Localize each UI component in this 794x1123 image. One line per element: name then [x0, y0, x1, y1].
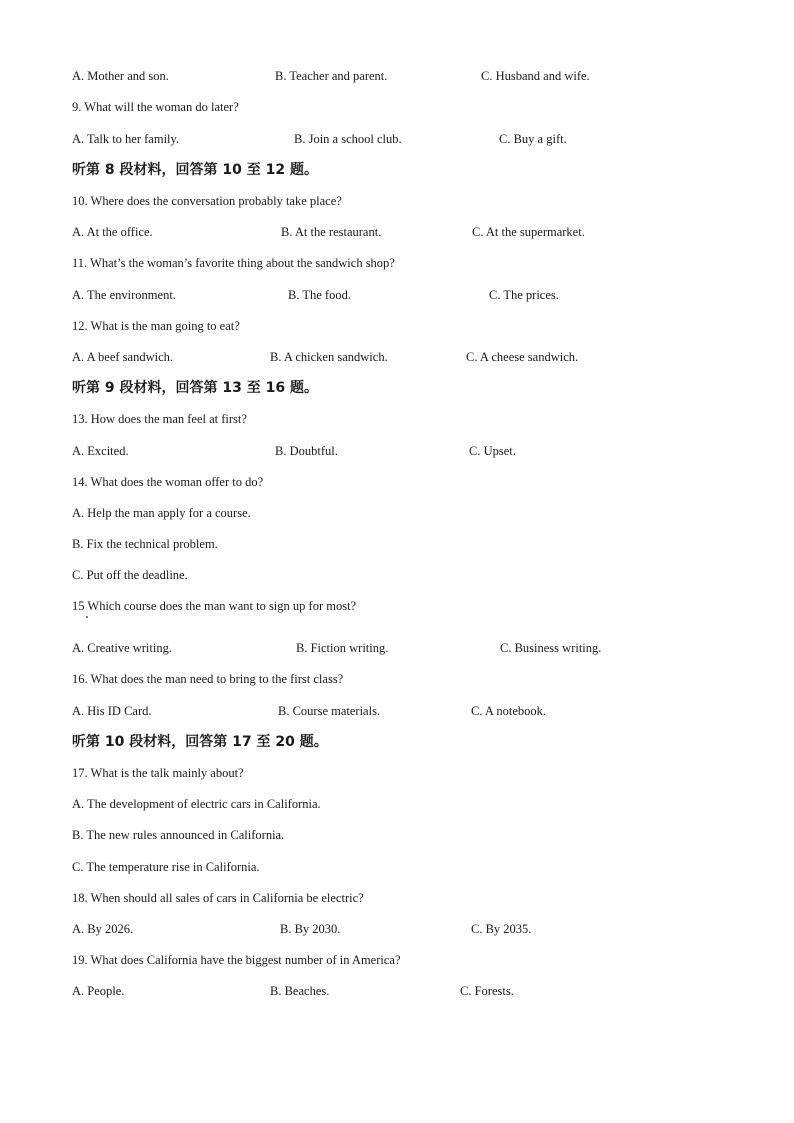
option-b: B. Fix the technical problem. [72, 537, 218, 551]
question-12: 12. What is the man going to eat? [72, 319, 240, 333]
option-b: B. By 2030. [280, 922, 341, 936]
option-b: B. Fiction writing. [296, 641, 389, 655]
stray-dot [86, 616, 88, 618]
option-a: A. Mother and son. [72, 69, 169, 83]
option-b: B. Beaches. [270, 984, 330, 998]
option-a: A. People. [72, 984, 125, 998]
option-b: B. Course materials. [278, 704, 381, 718]
question-13: 13. How does the man feel at first? [72, 412, 247, 426]
option-b: B. The food. [288, 288, 351, 302]
option-c: C. Buy a gift. [499, 132, 567, 146]
section-heading-10: 听第 10 段材料，回答第 17 至 20 题。 [72, 734, 328, 750]
option-b: B. Join a school club. [294, 132, 402, 146]
option-c: C. A notebook. [471, 704, 547, 718]
option-a: A. A beef sandwich. [72, 350, 174, 364]
option-b: B. A chicken sandwich. [270, 350, 388, 364]
option-c: C. At the supermarket. [472, 225, 585, 239]
option-c: C. By 2035. [471, 922, 532, 936]
option-c: C. Forests. [460, 984, 514, 998]
section-heading-8: 听第 8 段材料，回答第 10 至 12 题。 [72, 162, 318, 178]
question-18: 18. When should all sales of cars in California be electric? [72, 891, 364, 905]
option-c: C. The prices. [489, 288, 559, 302]
question-9: 9. What will the woman do later? [72, 100, 239, 114]
option-a: A. The development of electric cars in California. [72, 797, 321, 811]
question-14: 14. What does the woman offer to do? [72, 475, 264, 489]
question-15: 15 Which course does the man want to sign up for most? [72, 599, 357, 613]
option-a: A. At the office. [72, 225, 153, 239]
option-c: C. Business writing. [500, 641, 602, 655]
option-c: C. Husband and wife. [481, 69, 590, 83]
option-c: C. A cheese sandwich. [466, 350, 579, 364]
option-a: A. The environment. [72, 288, 176, 302]
option-c: C. Upset. [469, 444, 516, 458]
question-16: 16. What does the man need to bring to the first class? [72, 672, 344, 686]
option-c: C. The temperature rise in California. [72, 860, 260, 874]
question-19: 19. What does California have the biggest number of in America? [72, 953, 401, 967]
option-a: A. Excited. [72, 444, 129, 458]
section-heading-9: 听第 9 段材料，回答第 13 至 16 题。 [72, 380, 318, 396]
option-b: B. Doubtful. [275, 444, 338, 458]
option-a: A. Help the man apply for a course. [72, 506, 251, 520]
question-10: 10. Where does the conversation probably take place? [72, 194, 342, 208]
question-11: 11. What’s the woman’s favorite thing about the sandwich shop? [72, 256, 395, 270]
option-a: A. By 2026. [72, 922, 134, 936]
option-a: A. Creative writing. [72, 641, 172, 655]
option-a: A. His ID Card. [72, 704, 152, 718]
option-a: A. Talk to her family. [72, 132, 180, 146]
question-17: 17. What is the talk mainly about? [72, 766, 244, 780]
option-b: B. The new rules announced in California. [72, 828, 285, 842]
option-c: C. Put off the deadline. [72, 568, 188, 582]
option-b: B. At the restaurant. [281, 225, 382, 239]
option-b: B. Teacher and parent. [275, 69, 388, 83]
